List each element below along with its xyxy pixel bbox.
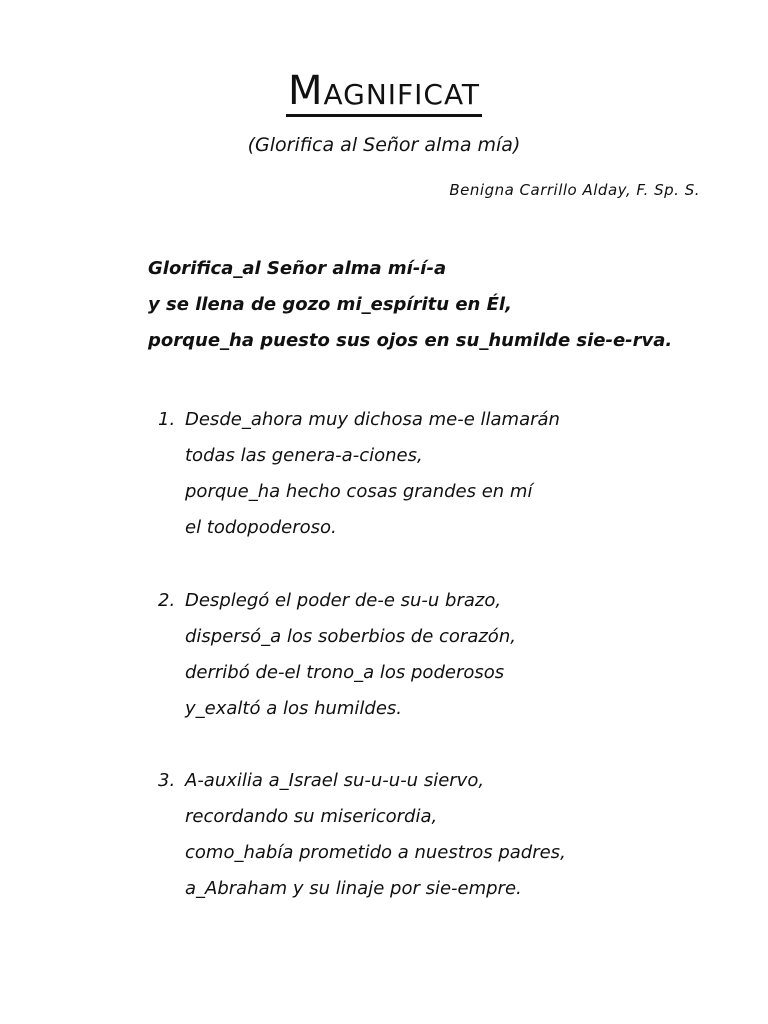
stanza-line: recordando su misericordia, [185, 806, 438, 827]
stanza-line: A-auxilia a_Israel su-u-u-u siervo, [185, 770, 485, 791]
stanza-line: Desde_ahora muy dichosa me-e llamarán [185, 409, 560, 430]
song-title: Magnificat [0, 68, 768, 114]
chorus-line: porque_ha puesto sus ojos en su_humilde sie-e-rva. [148, 330, 673, 351]
stanza-number: 3. [158, 770, 176, 791]
stanza-line: derribó de-el trono_a los poderosos [185, 662, 505, 683]
author-credit: Benigna Carrillo Alday, F. Sp. S. [449, 181, 700, 199]
chorus-line: Glorifica_al Señor alma mí-í-a [148, 258, 447, 279]
stanza-2 [158, 583, 516, 727]
stanza-number: 2. [158, 590, 176, 611]
song-subtitle: (Glorifica al Señor alma mía) [247, 134, 521, 156]
stanza-1 [158, 402, 560, 546]
stanza-line: dispersó_a los soberbios de corazón, [185, 626, 516, 647]
stanza-number: 1. [158, 409, 176, 430]
stanza-line: y_exaltó a los humildes. [185, 698, 403, 719]
stanza-line: como_había prometido a nuestros padres, [185, 842, 566, 863]
chorus [148, 251, 672, 359]
stanza-line: a_Abraham y su linaje por sie-empre. [185, 878, 522, 899]
stanza-line: el todopoderoso. [185, 517, 337, 538]
chorus-line: y se llena de gozo mi_espíritu en Él, [148, 294, 512, 315]
stanza-line: porque_ha hecho cosas grandes en mí [185, 481, 533, 502]
stanza-line: Desplegó el poder de-e su-u brazo, [185, 590, 502, 611]
stanza-3 [158, 763, 566, 907]
stanza-line: todas las genera-a-ciones, [185, 445, 423, 466]
